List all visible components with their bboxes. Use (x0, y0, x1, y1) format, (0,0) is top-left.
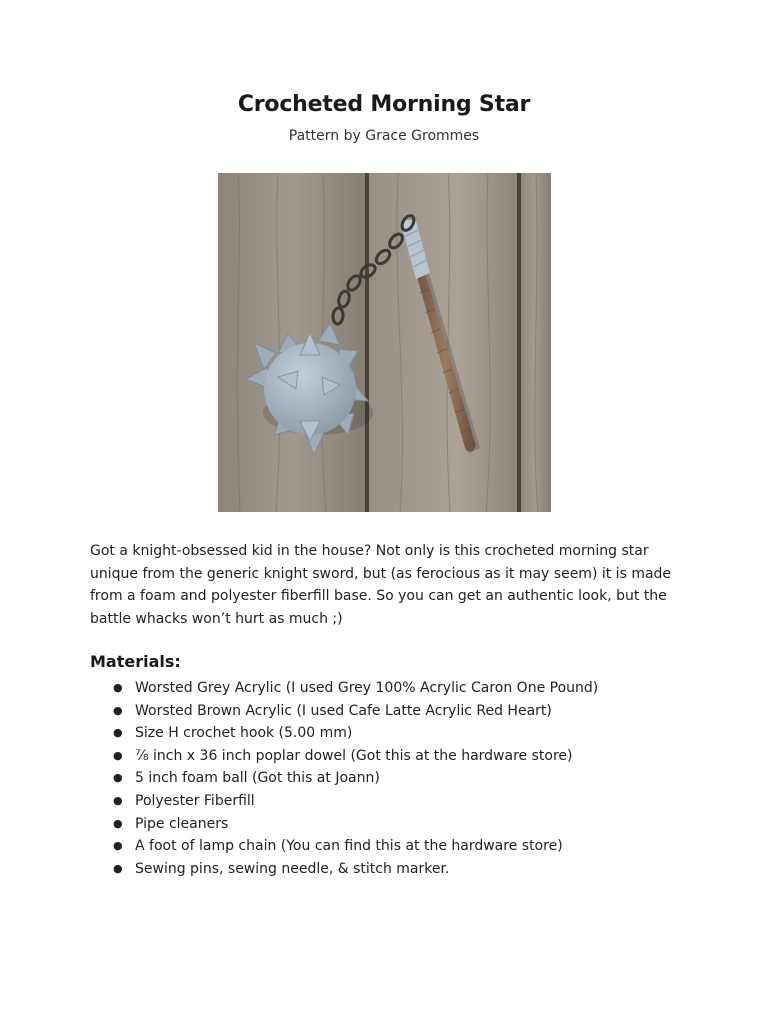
bullet-icon: ● (113, 726, 123, 740)
morning-star-photo (218, 173, 551, 512)
list-item: ● ⅞ inch x 36 inch poplar dowel (Got this at the hardware store) (90, 745, 710, 768)
bullet-icon: ● (113, 816, 123, 830)
list-item: ● 5 inch foam ball (Got this at Joann) (90, 767, 710, 790)
intro-paragraph: Got a knight-obsessed kid in the house? Not only is this crocheted morning star unique from the generic knight sword, but (as ferocious as it may seem) it is made from a foam and polyester fiberfill base. So you can get an authentic look, but the battle whacks won’t hurt as much ;) (90, 543, 672, 627)
materials-list (90, 677, 710, 880)
list-item: ● Polyester Fiberfill (90, 790, 710, 813)
bullet-icon: ● (113, 748, 123, 762)
bullet-icon: ● (113, 793, 123, 807)
bullet-icon: ● (113, 703, 123, 717)
page-title: Crocheted Morning Star (237, 92, 531, 117)
bullet-icon: ● (113, 861, 123, 875)
materials-heading: Materials: (90, 652, 181, 671)
page-subtitle: Pattern by Grace Grommes (288, 128, 480, 144)
bullet-icon: ● (113, 681, 123, 694)
list-item: ● Worsted Brown Acrylic (I used Cafe Latte Acrylic Red Heart) (90, 700, 710, 723)
bullet-icon: ● (113, 839, 123, 853)
list-item: ● Size H crochet hook (5.00 mm) (90, 722, 710, 745)
list-item: ● Pipe cleaners (90, 813, 710, 836)
list-item: ● Sewing pins, sewing needle, & stitch marker. (90, 858, 710, 881)
list-item: ● A foot of lamp chain (You can find this at the hardware store) (90, 835, 710, 858)
bullet-icon: ● (113, 771, 123, 785)
photo-illustration (218, 173, 551, 512)
list-item: ● Worsted Grey Acrylic (I used Grey 100% Acrylic Caron One Pound) (90, 677, 710, 700)
